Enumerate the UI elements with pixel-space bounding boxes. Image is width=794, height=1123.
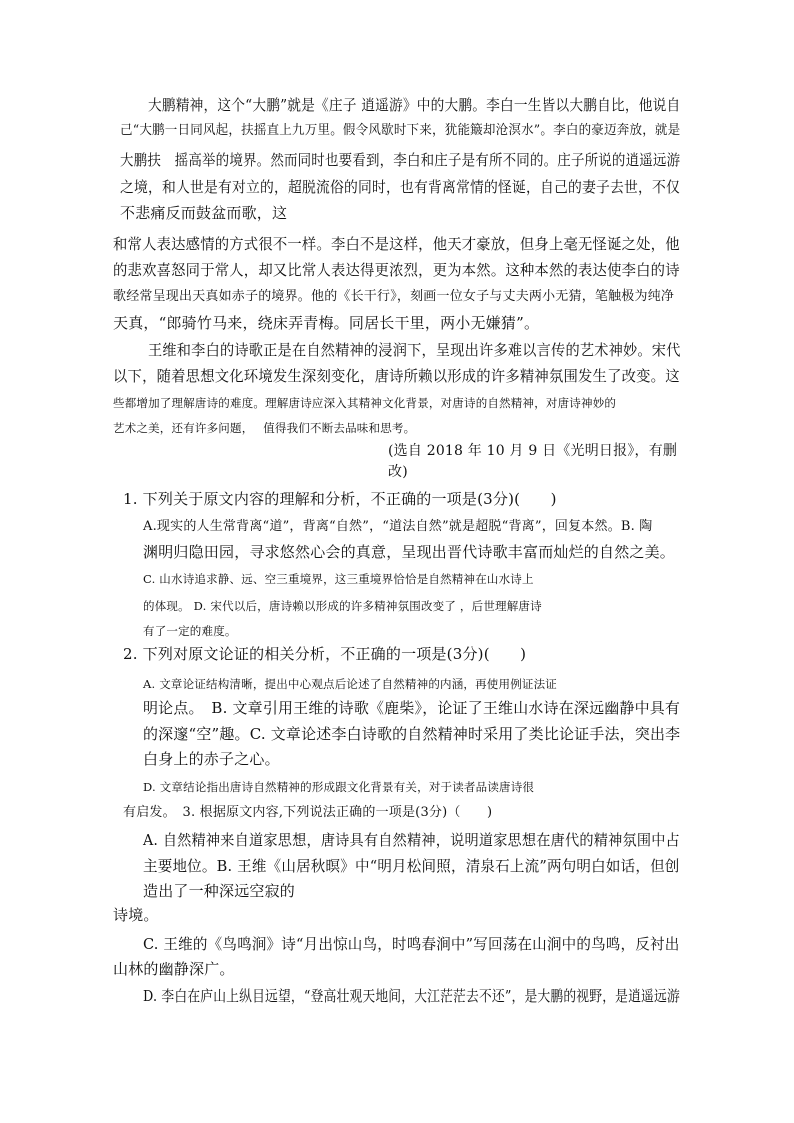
question-2-option: 的深邃“空”趣。C. 文章论述李白诗歌的自然精神时采用了类比论证手法，突出李	[143, 725, 681, 743]
question-1-option: 渊明归隐田园，寻求悠然心会的真意，呈现出晋代诗歌丰富而灿烂的自然之美。	[143, 543, 676, 561]
text-line: 大鹏精神，这个“大鹏”就是《庄子 逍遥游》中的大鹏。李白一生皆以大鹏自比，他说自	[148, 96, 681, 114]
text-line: 之境，和人世是有对立的，超脱流俗的同时，也有背离常情的怪诞，自己的妻子去世，不仅	[120, 178, 680, 196]
source-citation: 改)	[388, 464, 408, 480]
question-2-option: 明论点。 B. 文章引用王维的诗歌《鹿柴》，论证了王维山水诗在深远幽静中具有	[143, 699, 681, 717]
text-line: 歌经常呈现出天真如赤子的境界。他的《长干行》，刻画一位女子与丈夫两小无猜，笔触极为纯净	[113, 289, 675, 304]
question-3-option: 造出了一种深远空寂的	[143, 882, 296, 900]
question-2-stem: 2. 下列对原文论证的相关分析，不正确的一项是(3分)( )	[123, 645, 527, 663]
question-1-option: A.现实的人生常背离“道”，背离“自然”，“道法自然”就是超脱“背离”，回复本然。B. 陶	[143, 519, 653, 534]
question-3-option: A. 自然精神来自道家思想，唐诗具有自然精神，说明道家思想在唐代的精神氛围中占	[143, 831, 680, 849]
text-line: 些都增加了理解唐诗的难度。理解唐诗应深入其精神文化背景，对唐诗的自然精神，对唐诗神妙的	[113, 396, 617, 410]
question-2-option: A. 文章论证结构清晰，提出中心观点后论述了自然精神的内涵，再使用例证法证	[143, 677, 558, 691]
question-3-option: D. 李白在庐山上纵目远望，“登高壮观天地间，大江茫茫去不还”，是大鹏的视野，是逍遥远游	[143, 987, 680, 1005]
text-line: 不悲痛反而鼓盆而歌，这	[120, 204, 288, 222]
question-1-option: 有了一定的难度。	[143, 624, 237, 638]
question-3-option: C. 王维的《鸟鸣涧》诗“月出惊山鸟，时鸣春涧中”写回荡在山涧中的鸟鸣，反衬出	[143, 935, 680, 953]
text-line: 的悲欢喜怒同于常人，却又比常人表达得更浓烈，更为本然。这种本然的表达使李白的诗	[113, 261, 680, 279]
text-line: 和常人表达感情的方式很不一样。李白不是这样，他天才豪放，但身上毫无怪诞之处，他	[113, 235, 680, 253]
question-3-option: 主要地位。B. 王维《山居秋暝》中“明月松间照，清泉石上流”两句明白如话，但创	[143, 857, 680, 875]
text-line: 王维和李白的诗歌正是在自然精神的浸润下，呈现出许多难以言传的艺术神妙。宋代	[148, 341, 681, 359]
question-1-option: 的体现。 D. 宋代以后，唐诗赖以形成的许多精神氛围改变了 ，后世理解唐诗	[143, 599, 542, 613]
source-citation: (选自 2018 年 10 月 9 日《光明日报》，有删	[388, 443, 678, 459]
question-3-option: 诗境。	[113, 906, 159, 924]
question-2-option: D. 文章结论指出唐诗自然精神的形成跟文化背景有关，对于读者品读唐诗很	[143, 780, 535, 794]
text-line: 以下，随着思想文化环境发生深刻变化，唐诗所赖以形成的许多精神氛围发生了改变。这	[113, 367, 680, 385]
question-3-option: 山林的幽静深广。	[113, 960, 235, 978]
question-2-option: 白身上的赤子之心。	[143, 750, 280, 768]
text-line: 艺术之美，还有许多问题， 值得我们不断去品味和思考。	[113, 421, 416, 435]
question-3-stem: 有启发。 3. 根据原文内容,下列说法正确的一项是(3分)（ )	[123, 805, 493, 820]
question-1-stem: 1. 下列关于原文内容的理解和分析，不正确的一项是(3分)( )	[123, 490, 557, 508]
text-line: 天真，“郎骑竹马来，绕床弄青梅。同居长干里，两小无嫌猜”。	[113, 314, 540, 332]
text-line: 己“大鹏一日同风起，扶摇直上九万里。假令风歇时下来，犹能簸却沧溟水”。李白的豪迈奔放，就是	[120, 123, 681, 138]
text-line: 大鹏扶 摇高举的境界。然而同时也要看到，李白和庄子是有所不同的。庄子所说的逍遥远游	[120, 151, 681, 169]
question-1-option: C. 山水诗追求静、远、空三重境界，这三重境界恰恰是自然精神在山水诗上	[143, 572, 534, 586]
